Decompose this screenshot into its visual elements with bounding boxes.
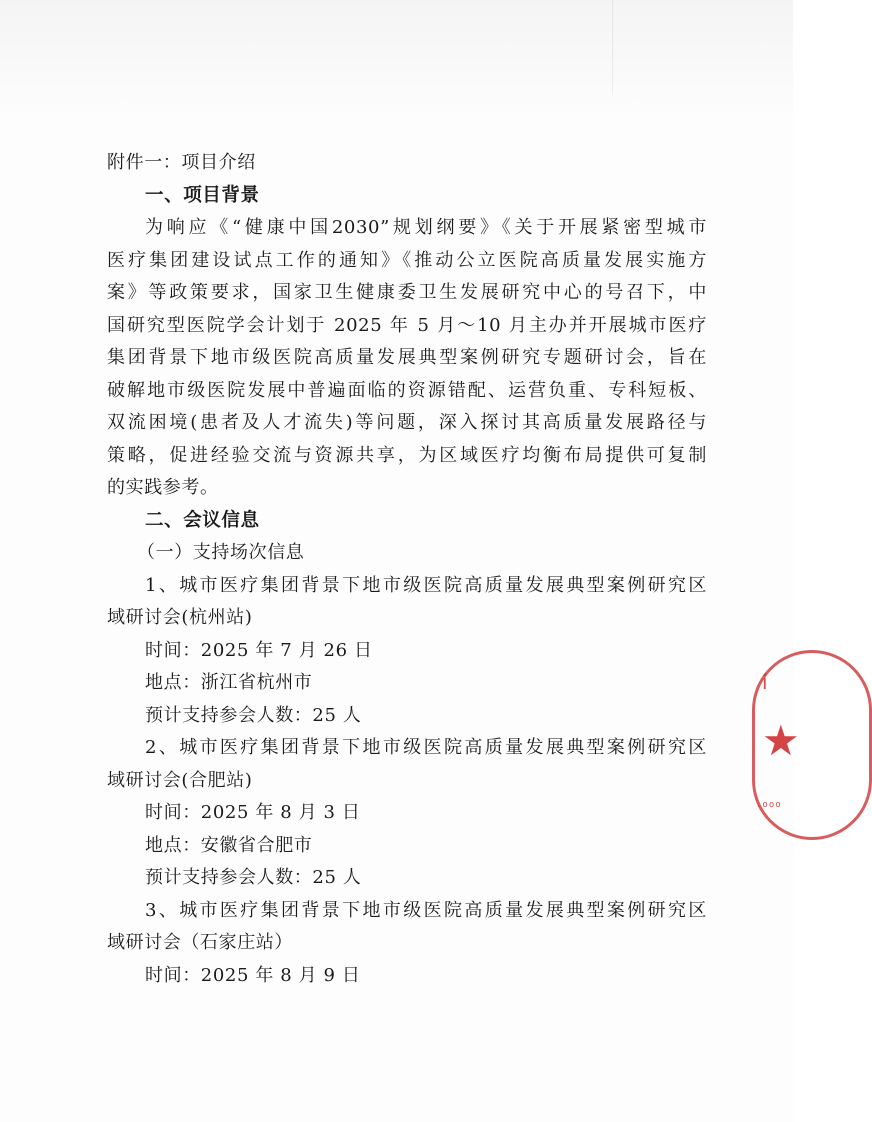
official-seal-fragment [752, 650, 812, 840]
paragraph-line: 破解地市级医院发展中普遍面临的资源错配、运营负重、专科短板、 [107, 379, 707, 401]
fold-line [612, 0, 613, 95]
session-place: 地点：浙江省杭州市 [145, 672, 313, 693]
paragraph-line: 为响应《“健康中国2030”规划纲要》《关于开展紧密型城市 [145, 217, 707, 238]
scan-shadow [0, 0, 793, 120]
seal-ring [752, 650, 872, 840]
attachment-title: 附件一：项目介绍 [107, 152, 256, 173]
paragraph-line: 双流困境(患者及人才流失)等问题，深入探讨其高质量发展路径与 [107, 412, 707, 433]
document-body [107, 147, 707, 992]
section2-heading: 二、会议信息 [145, 509, 260, 531]
session-title-cont: 域研讨会(杭州站) [107, 607, 253, 628]
paragraph-line: 医疗集团建设试点工作的通知》《推动公立医院高质量发展实施方 [107, 249, 707, 271]
paragraph-line: 国研究型医院学会计划于 2025 年 5 月～10 月主办并开展城市医疗 [107, 314, 707, 336]
session-time: 时间：2025 年 7 月 26 日 [145, 639, 373, 661]
session-attendees: 预计支持参会人数：25 人 [145, 867, 362, 888]
session-time: 时间：2025 年 8 月 9 日 [145, 964, 361, 986]
session-title-cont: 域研讨会（石家庄站） [107, 932, 293, 953]
session-title: 3、城市医疗集团背景下地市级医院高质量发展典型案例研究区 [145, 899, 707, 921]
seal-character-fragment: ⅰ [762, 670, 768, 694]
section2-subheading: （一）支持场次信息 [137, 542, 305, 563]
paragraph-line: 案》等政策要求，国家卫生健康委卫生发展研究中心的号召下，中 [107, 282, 707, 303]
session-place: 地点：安徽省合肥市 [145, 834, 313, 856]
session-title: 2、城市医疗集团背景下地市级医院高质量发展典型案例研究区 [145, 737, 707, 758]
session-title: 1、城市医疗集团背景下地市级医院高质量发展典型案例研究区 [145, 574, 707, 596]
session-attendees: 预计支持参会人数：25 人 [145, 704, 362, 726]
session-title-cont: 域研讨会(合肥站) [107, 769, 253, 791]
seal-serial-fragment: .ooo [756, 800, 782, 810]
section1-heading: 一、项目背景 [145, 184, 260, 206]
paragraph-line: 的实践参考。 [107, 477, 219, 498]
seal-star-icon: ★ [762, 716, 800, 765]
session-time: 时间：2025 年 8 月 3 日 [145, 802, 361, 823]
paragraph-line: 策略，促进经验交流与资源共享，为区域医疗均衡布局提供可复制 [107, 444, 707, 466]
paragraph-line: 集团背景下地市级医院高质量发展典型案例研究专题研讨会，旨在 [107, 347, 707, 368]
